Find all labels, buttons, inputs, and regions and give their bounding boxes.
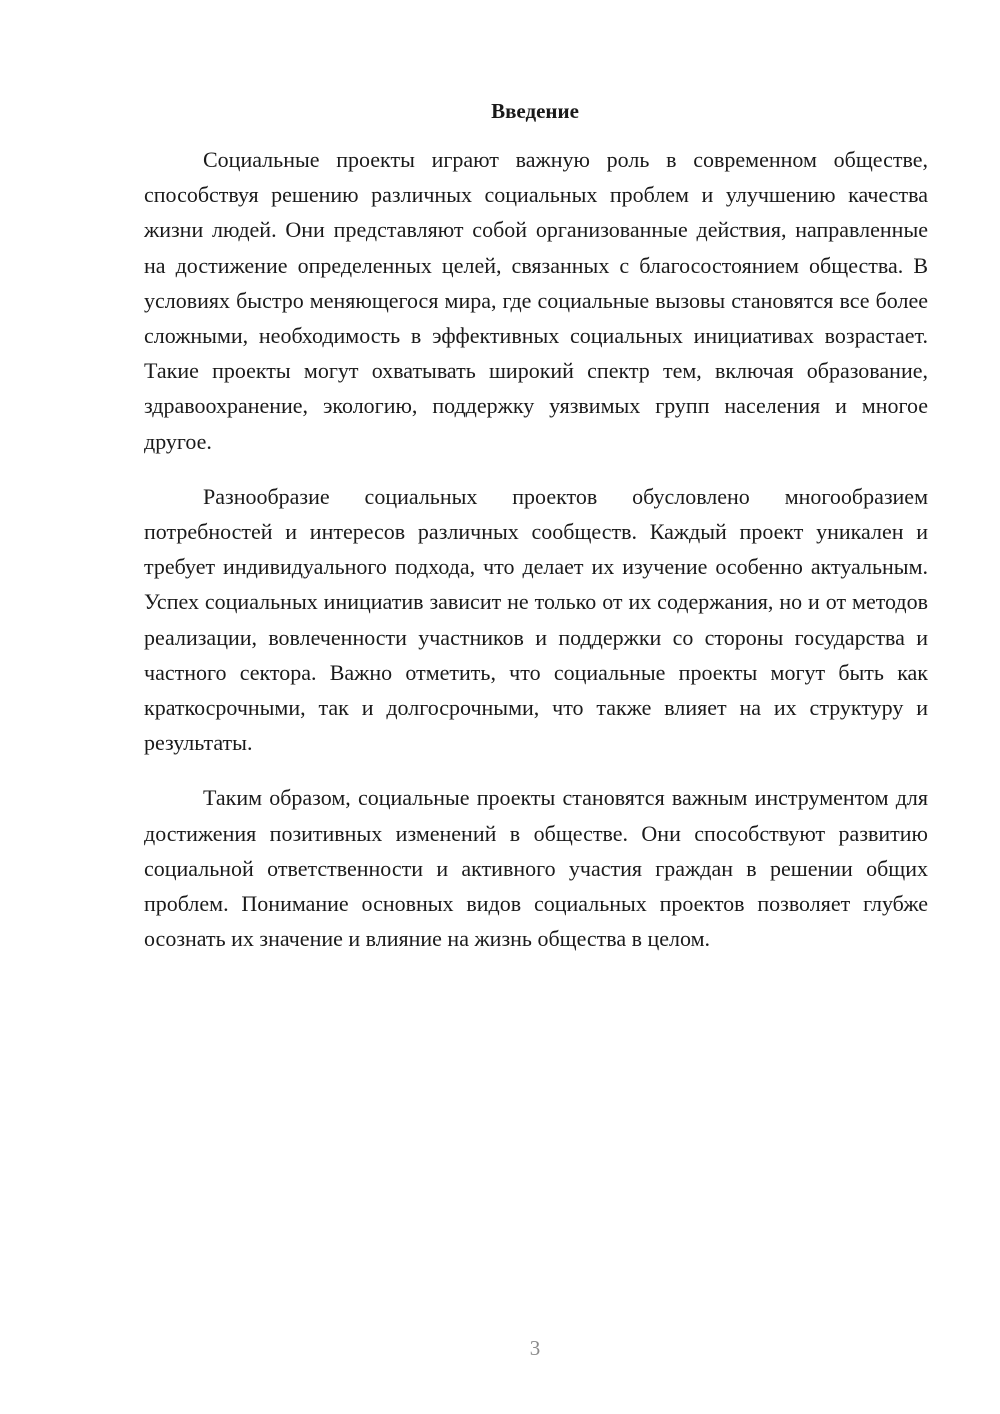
page-number: 3: [529, 1336, 541, 1360]
section-title: Введение: [491, 99, 579, 123]
body-text: [144, 142, 928, 976]
paragraph-2: Разнообразие социальных проектов обусловлено многообразием потребностей и интересов различных сообществ. Каждый проект уникален и требует индивидуального подхода, что делает их изучение особенно актуальным. Успех социальных инициатив зависит не только от их содержания, но и от методов реализации, вовлеченности участников и поддержки со стороны государства и частного сектора. Важно отметить, что социальные проекты могут быть как краткосрочными, так и долгосрочными, что также влияет на их структуру и результаты.: [144, 483, 928, 756]
paragraph-1: Социальные проекты играют важную роль в современном обществе, способствуя решению различных социальных проблем и улучшению качества жизни людей. Они представляют собой организованные действия, направленные на достижение определенных целей, связанных с благосостоянием общества. В условиях быстро меняющегося мира, где социальные вызовы становятся все более сложными, необходимость в эффективных социальных инициативах возрастает. Такие проекты могут охватывать широкий спектр тем, включая образование, здравоохранение, экологию, поддержку уязвимых групп населения и многое другое.: [144, 147, 928, 454]
paragraph-3: Таким образом, социальные проекты становятся важным инструментом для достижения позитивных изменений в обществе. Они способствуют развитию социальной ответственности и активного участия граждан в решении общих проблем. Понимание основных видов социальных проектов позволяет глубже осознать их значение и влияние на жизнь общества в целом.: [144, 785, 928, 952]
